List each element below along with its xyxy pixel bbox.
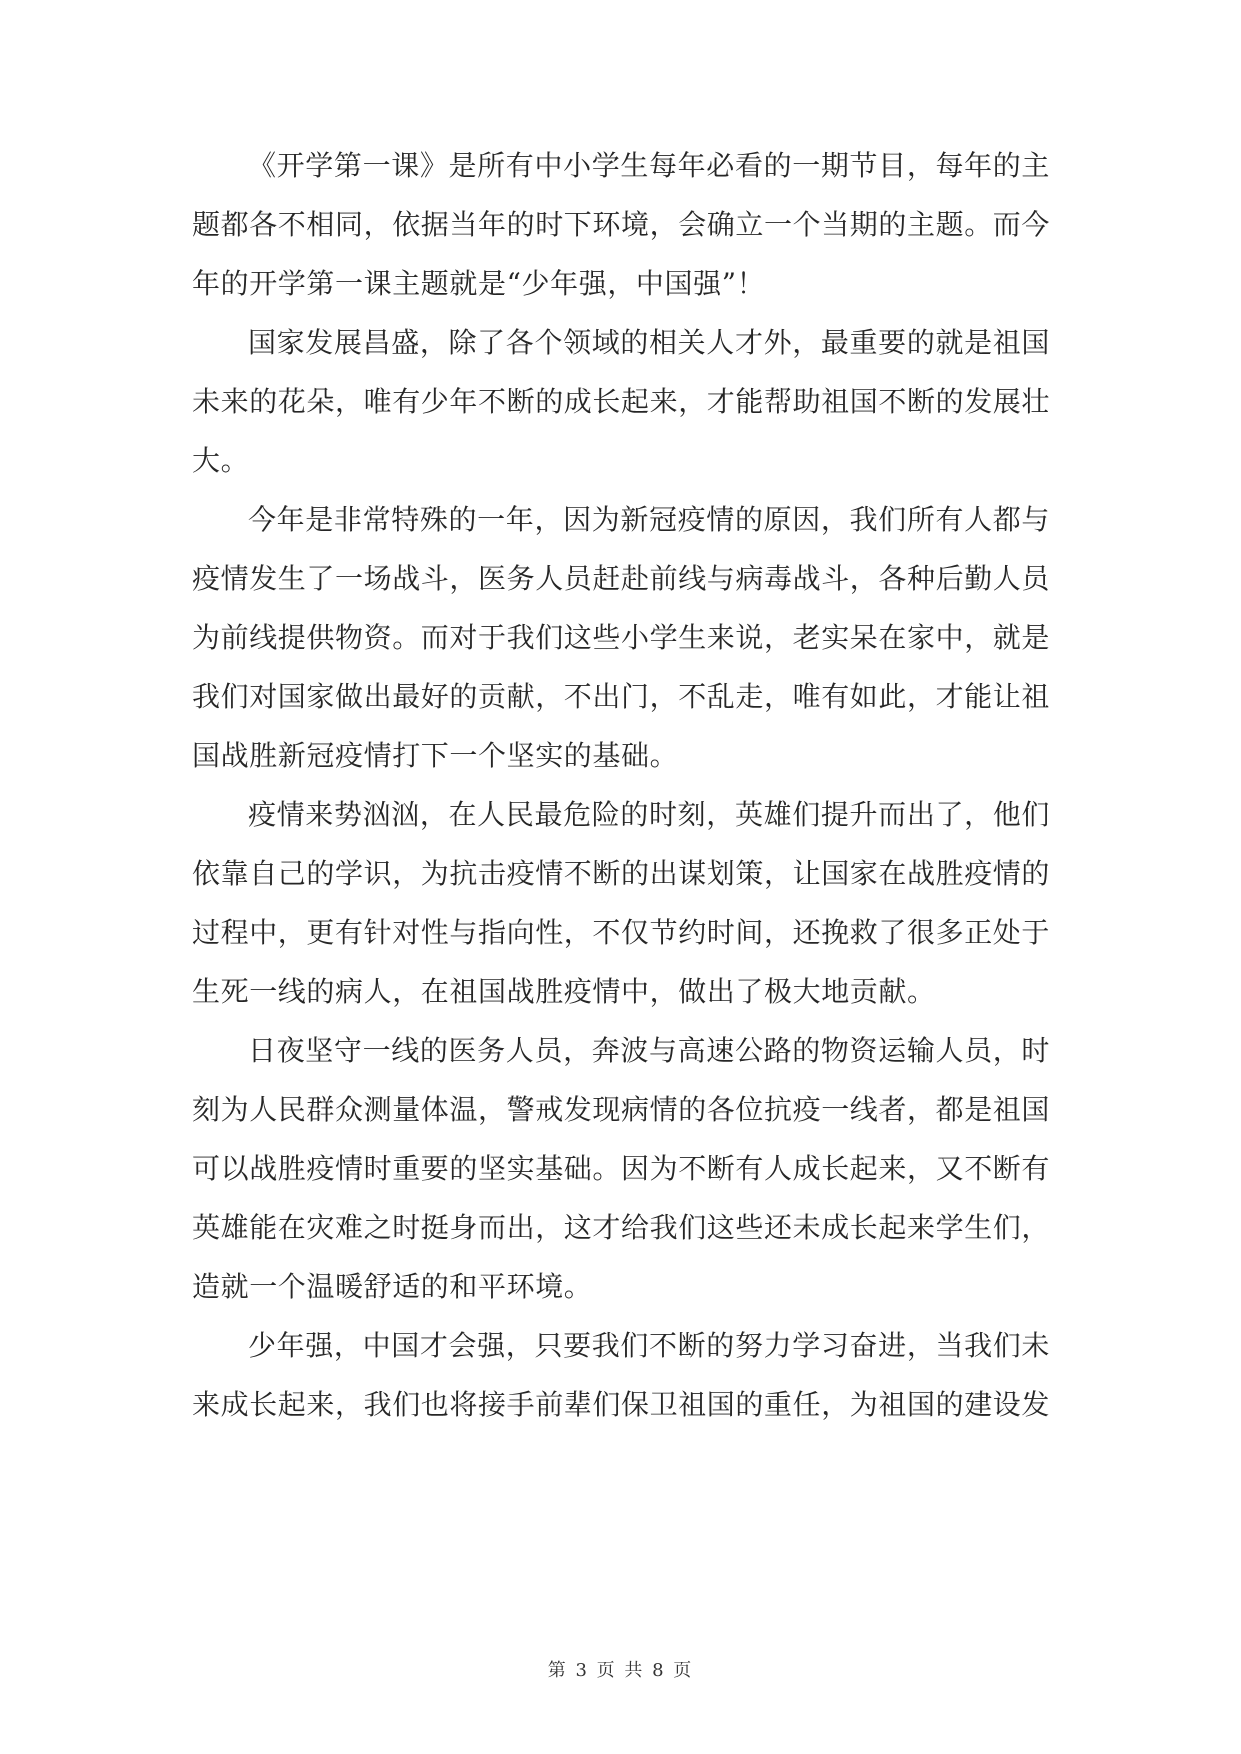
paragraph-3: 今年是非常特殊的一年，因为新冠疫情的原因，我们所有人都与疫情发生了一场战斗，医务人员赶赴前线与病毒战斗，各种后勤人员为前线提供物资。而对于我们这些小学生来说，老实呆在家中，就是我们对国家做出最好的贡献，不出门，不乱走，唯有如此，才能让祖国战胜新冠疫情打下一个坚实的基础。 — [192, 503, 1051, 772]
paragraph-1: 《开学第一课》是所有中小学生每年必看的一期节目，每年的主题都各不相同，依据当年的时下环境，会确立一个当期的主题。而今年的开学第一课主题就是“少年强，中国强”！ — [192, 149, 1051, 300]
page-number-footer: 第 3 页 共 8 页 — [547, 1660, 694, 1681]
document-body — [192, 136, 1050, 1434]
paragraph-5: 日夜坚守一线的医务人员，奔波与高速公路的物资运输人员，时刻为人民群众测量体温，警戒发现病情的各位抗疫一线者，都是祖国可以战胜疫情时重要的坚实基础。因为不断有人成长起来，又不断有英雄能在灾难之时挺身而出，这才给我们这些还未成长起来学生们，造就一个温暖舒适的和平环境。 — [192, 1034, 1051, 1303]
paragraph-6: 少年强，中国才会强，只要我们不断的努力学习奋进，当我们未来成长起来，我们也将接手前辈们保卫祖国的重任，为祖国的建设发 — [192, 1329, 1051, 1421]
paragraph-4: 疫情来势汹汹，在人民最危险的时刻，英雄们提升而出了，他们依靠自己的学识，为抗击疫情不断的出谋划策，让国家在战胜疫情的过程中，更有针对性与指向性，不仅节约时间，还挽救了很多正处于生死一线的病人，在祖国战胜疫情中，做出了极大地贡献。 — [192, 798, 1051, 1008]
paragraph-2: 国家发展昌盛，除了各个领域的相关人才外，最重要的就是祖国未来的花朵，唯有少年不断的成长起来，才能帮助祖国不断的发展壮大。 — [192, 326, 1051, 477]
